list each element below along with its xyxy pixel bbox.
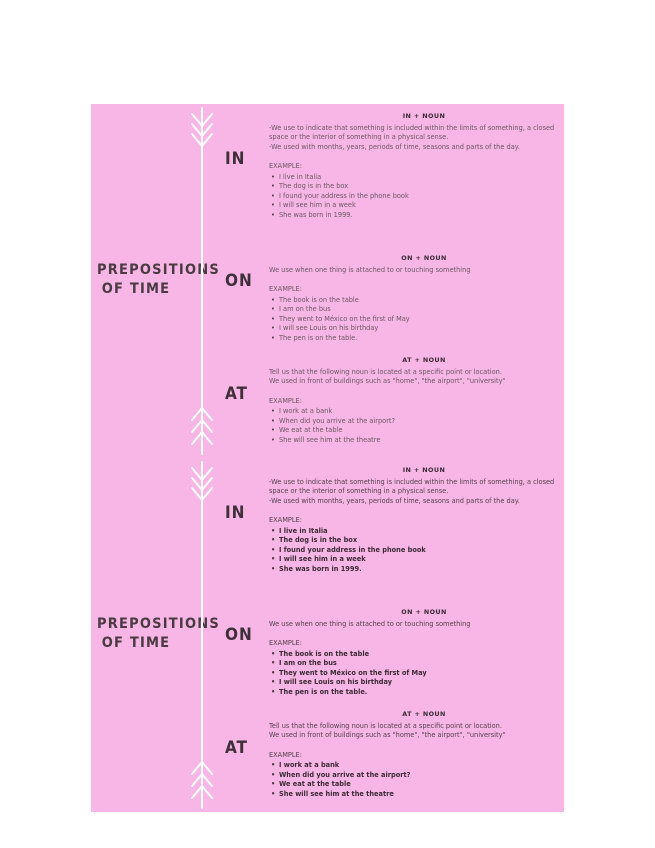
list-item: • I am on the bus [279, 659, 559, 669]
on-example-label: EXAMPLE: [269, 639, 302, 647]
preposition-in-label: IN [225, 149, 246, 169]
list-item: • I work at a bank [279, 761, 559, 771]
timeline-arrow-icon [187, 458, 217, 812]
list-item: • She was born in 1999. [279, 565, 559, 575]
on-description: We use when one thing is attached to or touching something [269, 265, 471, 274]
list-item: • The book is on the table [279, 296, 559, 306]
at-example-list [269, 407, 559, 445]
list-item: • She will see him at the theatre [279, 790, 559, 800]
list-item: • I will see Louis on his birthday [279, 678, 559, 688]
at-section [269, 710, 559, 799]
card-title: PREPOSITIONS OF TIME [97, 616, 220, 651]
list-item: • When did you arrive at the airport? [279, 771, 559, 781]
list-item: • They went to México on the first of May [279, 315, 559, 325]
preposition-at-label: AT [225, 384, 248, 404]
in-example-list [269, 527, 559, 575]
list-item: • We eat at the table [279, 780, 559, 790]
list-item: • I will see him in a week [279, 555, 559, 565]
in-description: -We use to indicate that something is included within the limits of something, a closed space or the interior of something in a physical sense. -We used with months, years, periods of time, seasons and parts of the day. [269, 123, 555, 151]
at-description: Tell us that the following noun is located at a specific point or location. We used in front of buildings such as "home", "the airport", "university" [269, 721, 506, 739]
list-item: • We eat at the table [279, 426, 559, 436]
preposition-on-label: ON [225, 271, 253, 291]
list-item: • The dog is in the box [279, 182, 559, 192]
on-section [269, 254, 559, 343]
in-example-label: EXAMPLE: [269, 516, 302, 524]
list-item: • I will see him in a week [279, 201, 559, 211]
list-item: • She was born in 1999. [279, 211, 559, 221]
preposition-in-label: IN [225, 503, 246, 523]
list-item: • I found your address in the phone book [279, 192, 559, 202]
at-heading: AT + NOUN [402, 356, 446, 364]
list-item: • The pen is on the table. [279, 688, 559, 698]
at-heading: AT + NOUN [402, 710, 446, 718]
on-example-list [269, 650, 559, 698]
list-item: • The dog is in the box [279, 536, 559, 546]
list-item: • I live in Italia [279, 173, 559, 183]
in-example-label: EXAMPLE: [269, 162, 302, 170]
preposition-on-label: ON [225, 625, 253, 645]
list-item: • I will see Louis on his birthday [279, 324, 559, 334]
card-title: PREPOSITIONS OF TIME [97, 262, 220, 297]
on-example-label: EXAMPLE: [269, 285, 302, 293]
at-example-list [269, 761, 559, 799]
prepositions-card-2 [91, 458, 564, 812]
list-item: • The book is on the table [279, 650, 559, 660]
in-example-list [269, 173, 559, 221]
in-heading: IN + NOUN [402, 466, 446, 474]
on-example-list [269, 296, 559, 344]
in-section [269, 112, 559, 220]
list-item: • When did you arrive at the airport? [279, 417, 559, 427]
in-heading: IN + NOUN [402, 112, 446, 120]
on-heading: ON + NOUN [401, 254, 447, 262]
at-example-label: EXAMPLE: [269, 750, 302, 759]
on-section [269, 608, 559, 697]
at-section [269, 356, 559, 445]
at-example-label: EXAMPLE: [269, 396, 302, 405]
timeline-arrow-icon [187, 104, 217, 458]
list-item: • I found your address in the phone book [279, 546, 559, 556]
list-item: • The pen is on the table. [279, 334, 559, 344]
preposition-at-label: AT [225, 738, 248, 758]
list-item: • I am on the bus [279, 305, 559, 315]
list-item: • She will see him at the theatre [279, 436, 559, 446]
on-heading: ON + NOUN [401, 608, 447, 616]
in-description: -We use to indicate that something is included within the limits of something, a closed space or the interior of something in a physical sense. -We used with months, years, periods of time, seasons and parts of the day. [269, 477, 555, 505]
list-item: • They went to México on the first of May [279, 669, 559, 679]
list-item: • I work at a bank [279, 407, 559, 417]
at-description: Tell us that the following noun is located at a specific point or location. We used in front of buildings such as "home", "the airport", "university" [269, 367, 506, 385]
list-item: • I live in Italia [279, 527, 559, 537]
prepositions-card-1 [91, 104, 564, 458]
in-section [269, 466, 559, 574]
on-description: We use when one thing is attached to or touching something [269, 619, 471, 628]
